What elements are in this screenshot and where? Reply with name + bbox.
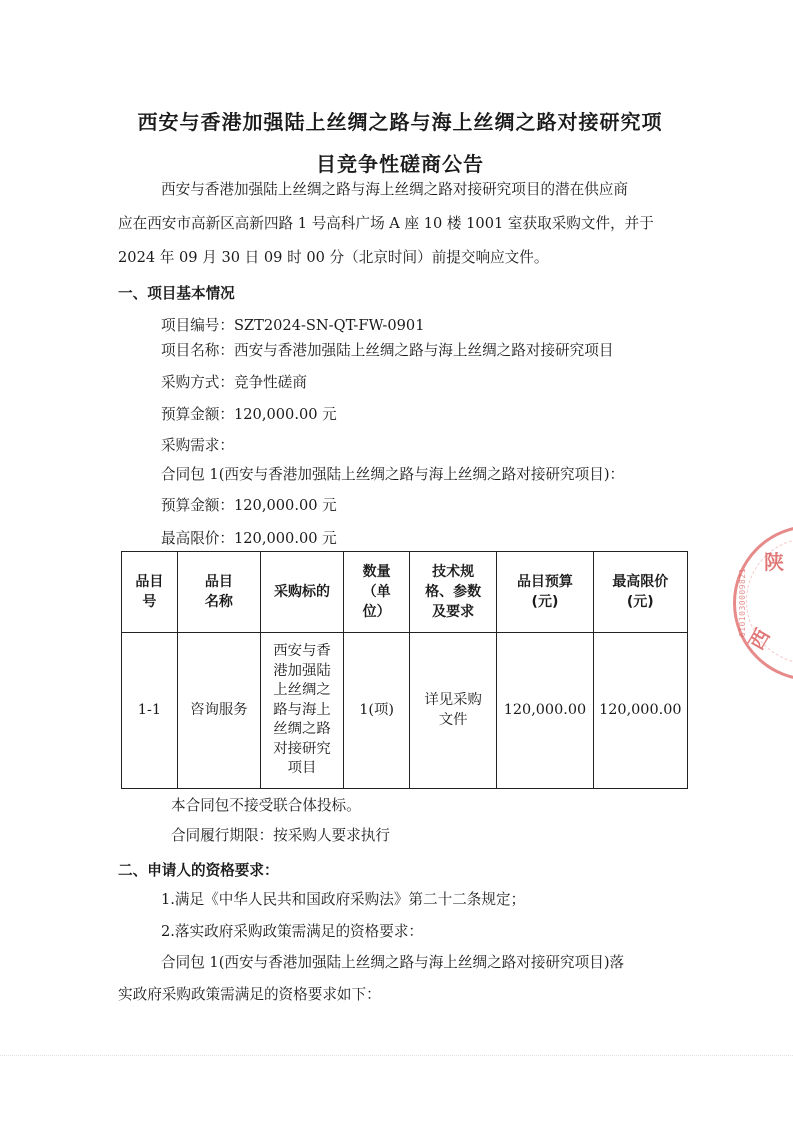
contract-package: 合同包 1(西安与香港加强陆上丝绸之路与海上丝绸之路对接研究项目)： <box>161 466 625 483</box>
cell-budget: 120,000.00 <box>497 633 593 789</box>
header-quantity: 数量 （单 位） <box>344 552 410 633</box>
requirement-1: 1.满足《中华人民共和国政府采购法》第二十二条规定； <box>161 891 526 908</box>
package-policy-line1: 合同包 1(西安与香港加强陆上丝绸之路与海上丝绸之路对接研究项目)落 <box>161 954 625 971</box>
stamp-code: 6101030009821 <box>738 568 747 638</box>
intro-line3: 2024 年 09 月 30 日 09 时 00 分（北京时间）前提交响应文件。 <box>118 249 549 266</box>
header-item-no: 品目 号 <box>122 552 178 633</box>
stamp-char-2: 西 <box>743 624 775 654</box>
official-seal-stamp <box>733 525 793 681</box>
cell-item-name: 咨询服务 <box>177 633 260 789</box>
header-max-price: 最高限价 (元) <box>593 552 687 633</box>
document-title-line2: 目竞争性磋商公告 <box>316 152 484 176</box>
cell-max-price: 120,000.00 <box>593 633 687 789</box>
requirement-2: 2.落实政府采购政策需满足的资格要求： <box>161 923 424 940</box>
header-budget: 品目预算 (元) <box>497 552 593 633</box>
intro-line1: 西安与香港加强陆上丝绸之路与海上丝绸之路对接研究项目的潜在供应商 <box>161 181 629 198</box>
section1-heading: 一、项目基本情况 <box>118 285 235 302</box>
procurement-method: 采购方式：竞争性磋商 <box>161 374 307 391</box>
table-header-row <box>122 552 688 633</box>
cell-quantity: 1(项) <box>344 633 410 789</box>
package-policy-line2: 实政府采购政策需满足的资格要求如下： <box>118 986 381 1003</box>
project-number: 项目编号：SZT2024-SN-QT-FW-0901 <box>161 317 425 334</box>
project-name: 项目名称：西安与香港加强陆上丝绸之路与海上丝绸之路对接研究项目 <box>161 342 614 359</box>
header-target: 采购标的 <box>260 552 343 633</box>
intro-line2: 应在西安市高新区高新四路 1 号高科广场 A 座 10 楼 1001 室获取采购文件，并于 <box>118 215 654 232</box>
cell-item-no: 1-1 <box>122 633 178 789</box>
header-item-name: 品目 名称 <box>177 552 260 633</box>
consortium-note: 本合同包不接受联合体投标。 <box>171 797 361 814</box>
table-row <box>122 633 688 789</box>
package-budget: 预算金额：120,000.00 元 <box>161 497 337 514</box>
procurement-needs: 采购需求： <box>161 437 234 454</box>
cell-spec: 详见采购 文件 <box>410 633 497 789</box>
cell-target: 西安与香 港加强陆 上丝绸之 路与海上 丝绸之路 对接研究 项目 <box>260 633 343 789</box>
performance-period: 合同履行期限：按采购人要求执行 <box>171 827 390 844</box>
scan-line <box>0 1055 793 1056</box>
section2-heading: 二、申请人的资格要求： <box>118 862 279 879</box>
stamp-char-1: 陕 <box>764 550 784 574</box>
package-max-price: 最高限价：120,000.00 元 <box>161 530 337 547</box>
procurement-items-table <box>121 551 688 789</box>
budget-amount: 预算金额：120,000.00 元 <box>161 406 337 423</box>
header-spec: 技术规 格、参数 及要求 <box>410 552 497 633</box>
document-title-line1: 西安与香港加强陆上丝绸之路与海上丝绸之路对接研究项 <box>137 110 663 134</box>
